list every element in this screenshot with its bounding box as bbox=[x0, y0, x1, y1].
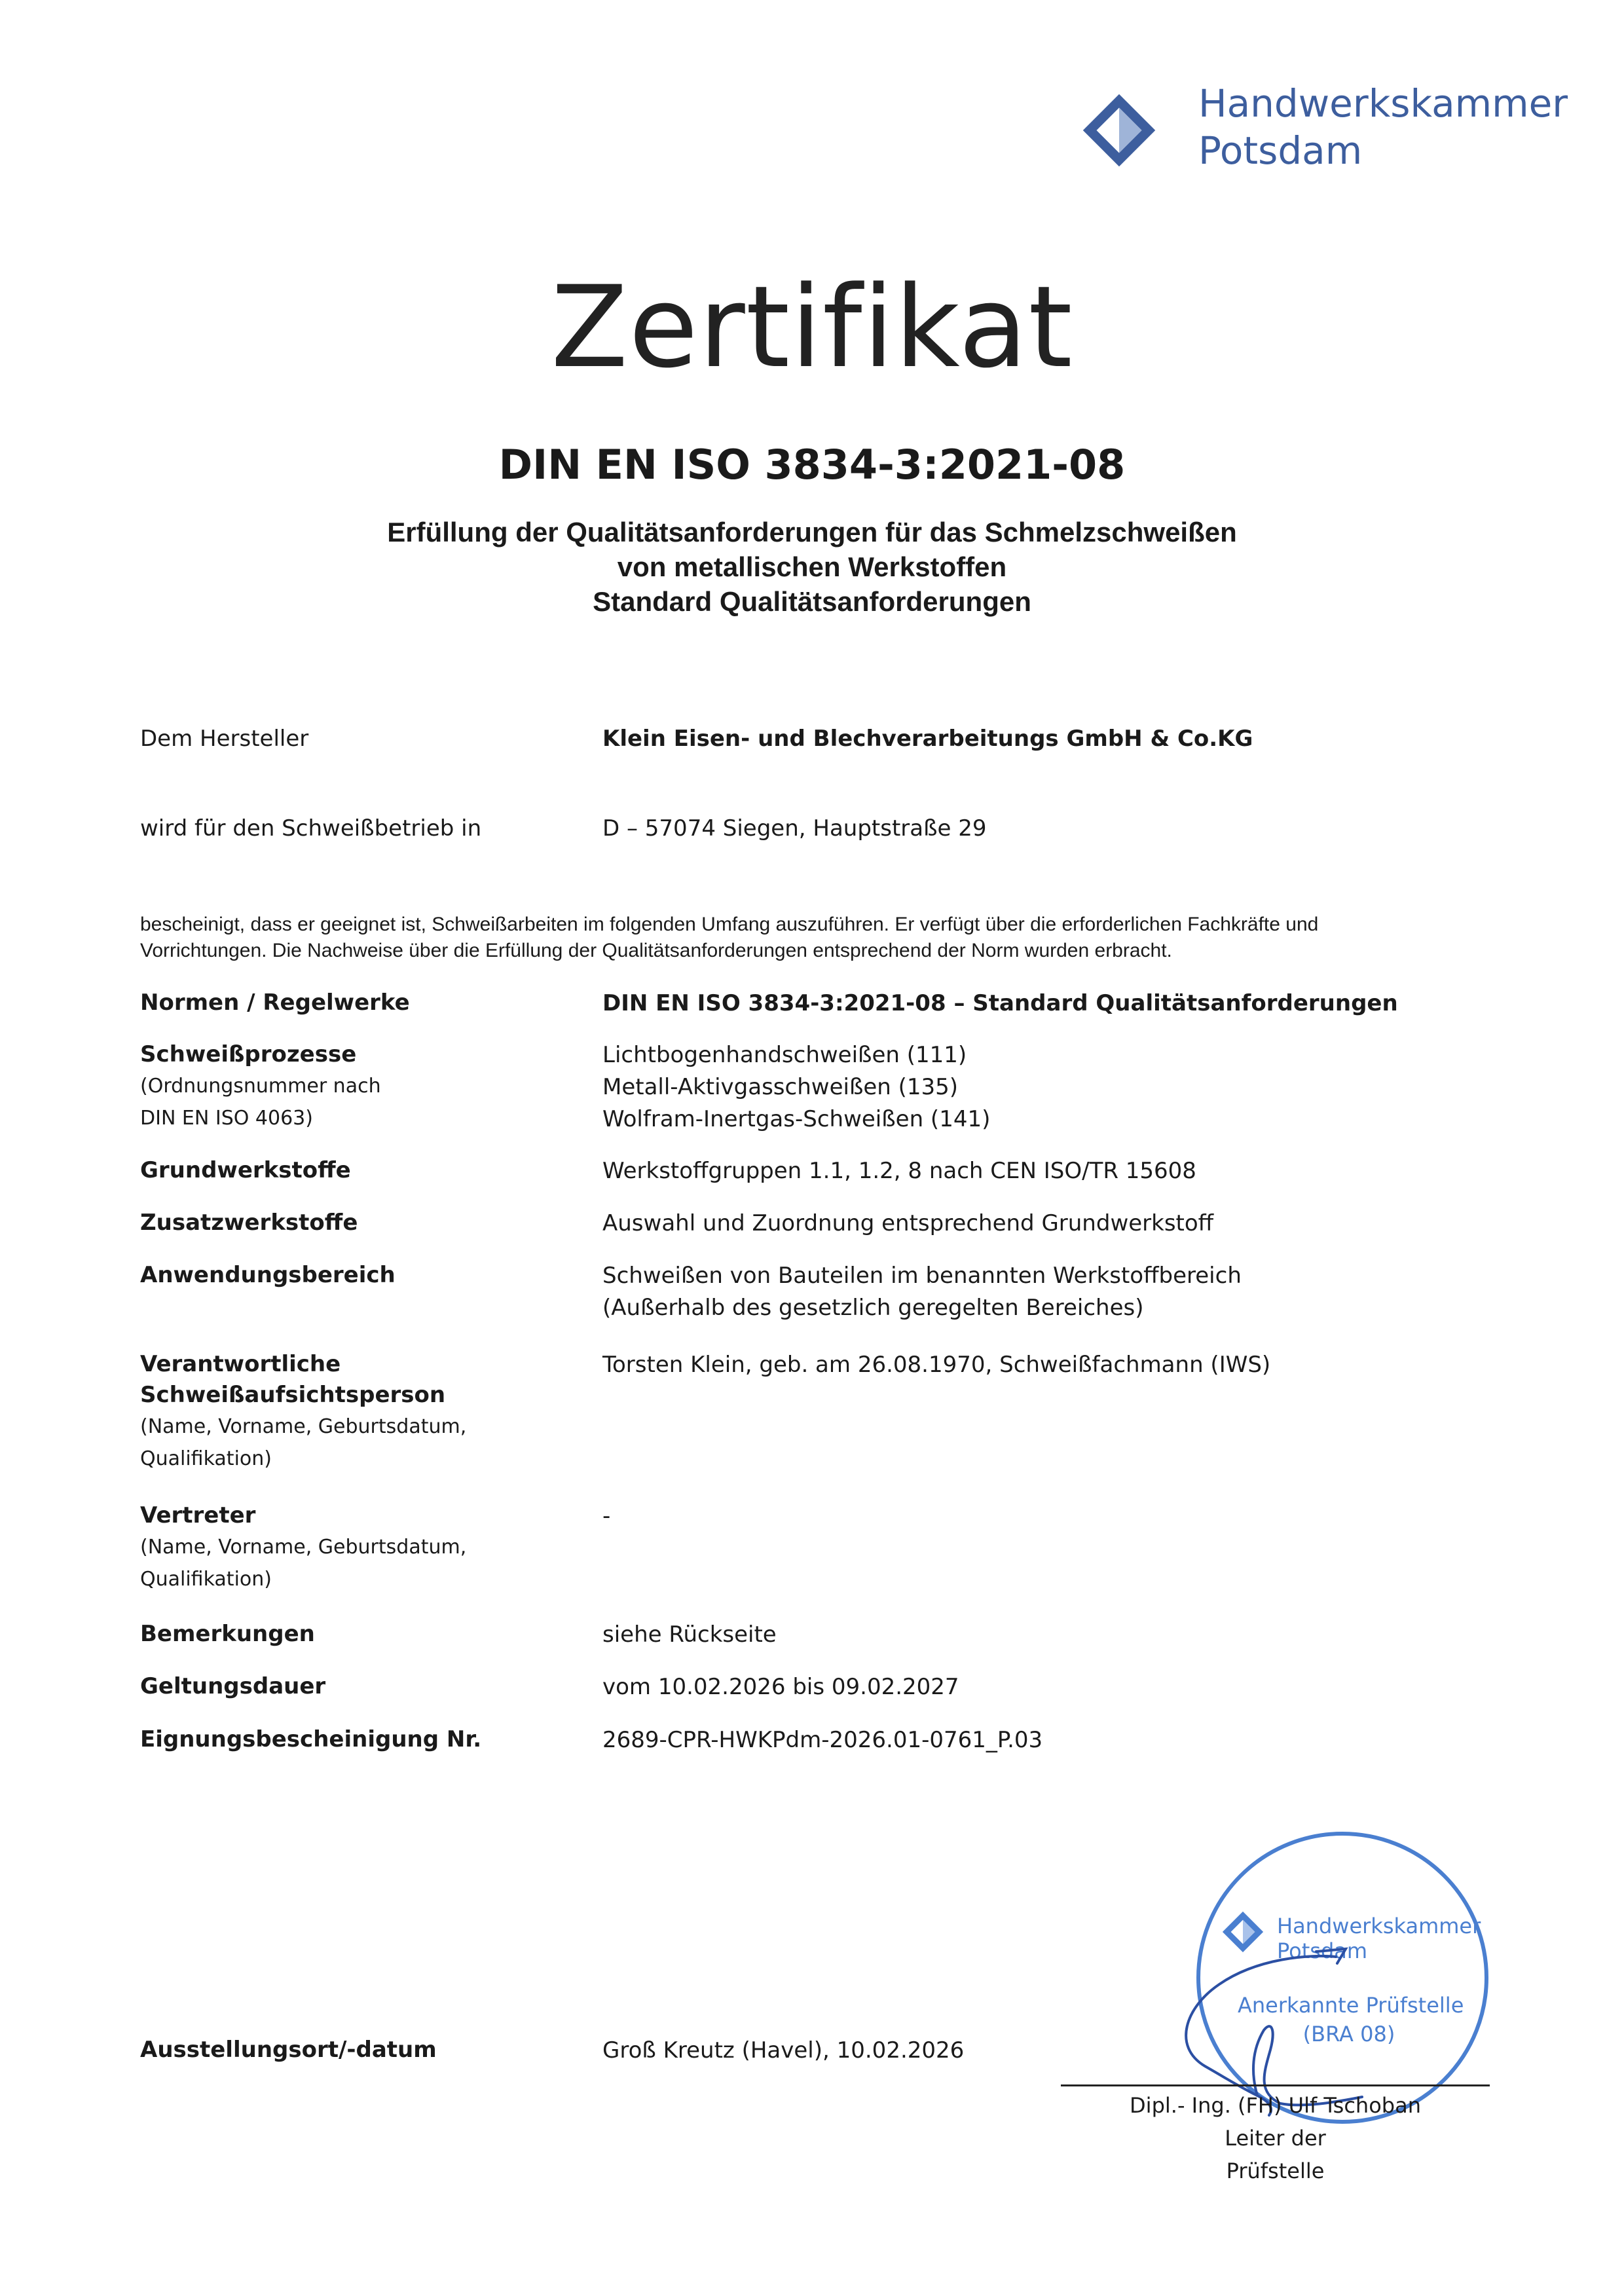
norm-heading: DIN EN ISO 3834-3:2021-08 bbox=[498, 441, 1126, 489]
row-value-line: - bbox=[602, 1503, 611, 1529]
row-label-schweissprozesse bbox=[140, 1039, 585, 1134]
row-value-zusatzwerkstoffe bbox=[602, 1208, 1213, 1240]
stamp-role-line2: (BRA 08) bbox=[1302, 2022, 1395, 2046]
row-label-note: (Name, Vorname, Geburtsdatum, bbox=[140, 1536, 467, 1559]
signer-name: Dipl.- Ing. (FH) Ulf Tschoban bbox=[1130, 2093, 1421, 2118]
row-label-note: (Name, Vorname, Geburtsdatum, bbox=[140, 1415, 467, 1438]
statement-line: bescheinigt, dass er geeignet ist, Schweißarbeiten im folgenden Umfang auszuführen. Er verfügt über die erforderlichen Fachkräfte und bbox=[140, 914, 1319, 935]
row-value-schweissaufsicht bbox=[602, 1349, 1270, 1381]
row-value-line: Auswahl und Zuordnung entsprechend Grundwerkstoff bbox=[602, 1210, 1214, 1236]
location-address: D – 57074 Siegen, Hauptstraße 29 bbox=[602, 815, 987, 842]
row-label-text: Grundwerkstoffe bbox=[140, 1157, 351, 1183]
row-value-line: vom 10.02.2026 bis 09.02.2027 bbox=[602, 1674, 959, 1700]
row-value-eignungsbescheinigung bbox=[602, 1724, 1043, 1756]
row-value-line: Werkstoffgruppen 1.1, 1.2, 8 nach CEN ISO/TR 15608 bbox=[602, 1158, 1196, 1184]
row-value-line: Lichtbogenhandschweißen (111) bbox=[602, 1042, 967, 1068]
issue-value bbox=[602, 2035, 964, 2067]
row-label-text: Schweißprozesse bbox=[140, 1041, 357, 1067]
row-value-line: siehe Rückseite bbox=[602, 1621, 777, 1648]
statement-paragraph bbox=[140, 912, 1496, 964]
row-label-eignungsbescheinigung bbox=[140, 1724, 585, 1755]
stamp-role-line1: Anerkannte Prüfstelle bbox=[1238, 1993, 1464, 2018]
row-label-zusatzwerkstoffe bbox=[140, 1208, 585, 1238]
signer-title-line2: Prüfstelle bbox=[1226, 2158, 1325, 2183]
header-org-line2: Potsdam bbox=[1198, 128, 1363, 173]
row-value-line: DIN EN ISO 3834-3:2021-08 – Standard Qualitätsanforderungen bbox=[602, 990, 1398, 1016]
page-title: Zertifikat bbox=[551, 261, 1073, 393]
subtitle-line: Erfüllung der Qualitätsanforderungen für das Schmelzschweißen bbox=[387, 517, 1237, 547]
row-label-text: Bemerkungen bbox=[140, 1621, 315, 1647]
issue-label-text: Ausstellungsort/-datum bbox=[140, 2037, 437, 2063]
row-value-grundwerkstoffe bbox=[602, 1155, 1196, 1187]
header-org-name bbox=[1198, 80, 1568, 174]
row-label-normen bbox=[140, 988, 585, 1018]
row-value-schweissprozesse bbox=[602, 1039, 990, 1136]
hwk-logo-icon bbox=[1079, 90, 1159, 170]
row-value-normen bbox=[602, 988, 1398, 1020]
signer-title-line1: Leiter der bbox=[1225, 2126, 1326, 2151]
row-label-anwendungsbereich bbox=[140, 1260, 585, 1291]
row-label-note: Qualifikation) bbox=[140, 1568, 272, 1591]
row-value-geltungsdauer bbox=[602, 1671, 959, 1703]
row-value-line: Torsten Klein, geb. am 26.08.1970, Schweißfachmann (IWS) bbox=[602, 1352, 1271, 1378]
row-label-text: Zusatzwerkstoffe bbox=[140, 1210, 358, 1236]
row-label-note: (Ordnungsnummer nach bbox=[140, 1075, 381, 1098]
row-label-note: DIN EN ISO 4063) bbox=[140, 1107, 313, 1130]
row-label-text: Normen / Regelwerke bbox=[140, 990, 410, 1016]
statement-line: Vorrichtungen. Die Nachweise über die Erfüllung der Qualitätsanforderungen entsprechend der Norm wurden erbracht. bbox=[140, 940, 1172, 961]
row-label-grundwerkstoffe bbox=[140, 1155, 585, 1186]
row-label-geltungsdauer bbox=[140, 1671, 585, 1702]
row-label-text: Verantwortliche bbox=[140, 1351, 341, 1377]
row-label-vertreter bbox=[140, 1500, 585, 1595]
stamp-org-line1: Handwerkskammer bbox=[1277, 1914, 1481, 1938]
row-label-text: Vertreter bbox=[140, 1502, 256, 1528]
row-label-text: Schweißaufsichtsperson bbox=[140, 1382, 446, 1408]
row-label-text: Geltungsdauer bbox=[140, 1673, 326, 1699]
row-value-line: 2689-CPR-HWKPdm-2026.01-0761_P.03 bbox=[602, 1727, 1043, 1753]
manufacturer-label: Dem Hersteller bbox=[140, 726, 309, 752]
row-value-line: (Außerhalb des gesetzlich geregelten Bereiches) bbox=[602, 1295, 1144, 1321]
row-value-line: Wolfram-Inertgas-Schweißen (141) bbox=[602, 1106, 991, 1132]
row-label-schweissaufsicht bbox=[140, 1349, 585, 1475]
location-label: wird für den Schweißbetrieb in bbox=[140, 815, 482, 842]
stamp-org-line2: Potsdam bbox=[1277, 1938, 1368, 1963]
row-value-bemerkungen bbox=[602, 1619, 777, 1651]
row-value-anwendungsbereich bbox=[602, 1260, 1242, 1324]
subtitle-line: von metallischen Werkstoffen bbox=[617, 551, 1007, 582]
row-label-note: Qualifikation) bbox=[140, 1447, 272, 1470]
manufacturer-name: Klein Eisen- und Blechverarbeitungs GmbH & Co.KG bbox=[602, 726, 1253, 752]
subtitle-block bbox=[0, 515, 1624, 619]
row-label-bemerkungen bbox=[140, 1619, 585, 1650]
signer-block bbox=[1061, 2089, 1490, 2187]
subtitle-line: Standard Qualitätsanforderungen bbox=[593, 586, 1031, 617]
row-value-vertreter bbox=[602, 1500, 610, 1532]
row-value-line: Metall-Aktivgasschweißen (135) bbox=[602, 1074, 959, 1100]
issue-label bbox=[140, 2035, 585, 2065]
header-org-line1: Handwerkskammer bbox=[1198, 81, 1568, 126]
row-label-text: Eignungsbescheinigung Nr. bbox=[140, 1726, 482, 1752]
signature-line bbox=[1061, 2084, 1490, 2086]
row-label-text: Anwendungsbereich bbox=[140, 1262, 396, 1288]
row-value-line: Schweißen von Bauteilen im benannten Werkstoffbereich bbox=[602, 1263, 1242, 1289]
issue-value-text: Groß Kreutz (Havel), 10.02.2026 bbox=[602, 2037, 965, 2064]
